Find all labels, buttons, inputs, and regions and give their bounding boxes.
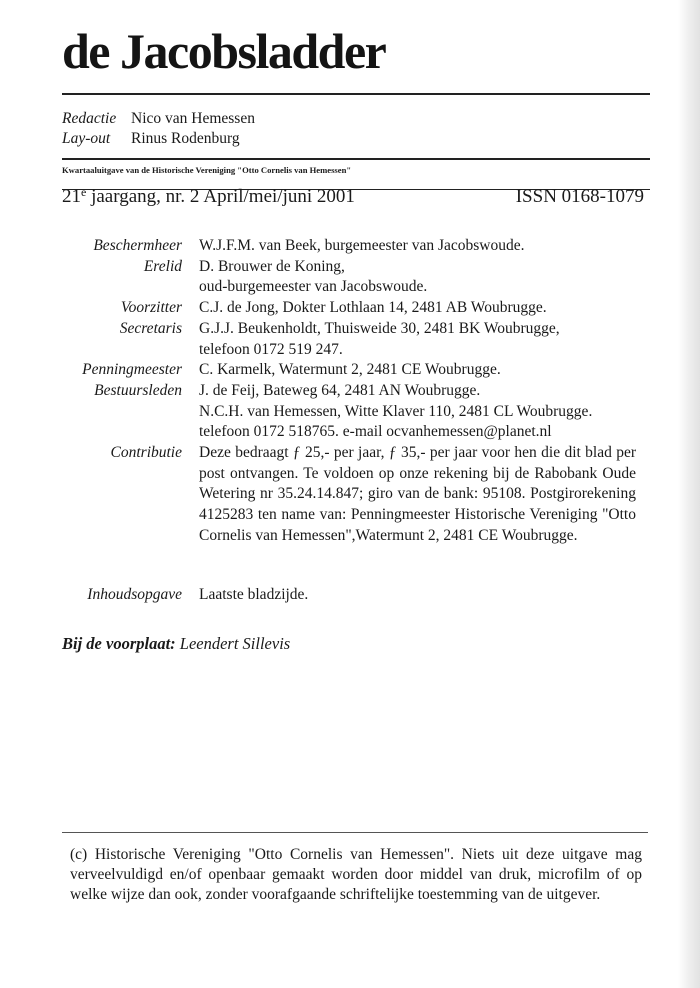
layout-label: Lay-out (62, 130, 111, 147)
board-entry-beschermheer (62, 236, 636, 257)
penningmeester-value: C. Karmelk, Watermunt 2, 2481 CE Woubrugge. (199, 361, 501, 379)
cover-artist: Leendert Sillevis (179, 634, 291, 653)
voorzitter-value: C.J. de Jong, Dokter Lothlaan 14, 2481 AB Woubrugge. (199, 299, 547, 317)
bestuursleden-line1: J. de Feij, Bateweg 64, 2481 AN Woubrugge. (199, 381, 481, 399)
issue-info (62, 186, 355, 208)
masthead-title: de Jacobsladder (62, 23, 386, 79)
editor-row (62, 109, 255, 129)
secretaris-line2: telefoon 0172 519 247. (199, 340, 343, 358)
bestuursleden-line3: telefoon 0172 518765. e-mail ocvanhemessen@planet.nl (199, 423, 552, 441)
board-entry-bestuursleden (62, 381, 636, 443)
contents-value: Laatste bladzijde. (199, 586, 309, 603)
volume-issue: jaargang, nr. 2 (86, 186, 200, 207)
cover-label: Bij de voorplaat: (62, 634, 176, 653)
voorzitter-label: Voorzitter (120, 299, 182, 317)
volume-number: 21 (62, 186, 81, 207)
contributie-label: Contributie (110, 444, 182, 462)
layout-row (62, 129, 255, 149)
beschermheer-value: W.J.F.M. van Beek, burgemeester van Jacobswoude. (199, 237, 525, 254)
issn: ISSN 0168-1079 (515, 186, 644, 207)
secretaris-label: Secretaris (119, 319, 182, 337)
editor-label: Redactie (62, 110, 117, 127)
editors-block (62, 109, 255, 149)
editor-name: Nico van Hemessen (131, 110, 255, 127)
board-list (62, 236, 636, 547)
board-entry-contributie (62, 443, 636, 547)
board-entry-penningmeester (62, 360, 636, 381)
bestuursleden-line2: N.C.H. van Hemessen, Witte Klaver 110, 2481 CL Woubrugge. (199, 402, 593, 420)
beschermheer-label: Beschermheer (93, 237, 182, 254)
contributie-text: Deze bedraagt ƒ 25,- per jaar, ƒ 35,- per jaar voor hen die dit blad per post ontvangen. Te voldoen op onze rekening bij de Rabobank Oude Wetering nr 35.24.14.847; giro van de bank: 95108. Postgirorekening 4125283 ten name van: Penningmeester Historische Vereniging "Otto Cornelis van Hemessen",Watermunt 2, 2481 CE Woubrugge. (199, 444, 636, 544)
page-edge-shadow (678, 0, 700, 988)
secretaris-line1: G.J.J. Beukenholdt, Thuisweide 30, 2481 BK Woubrugge, (199, 319, 560, 337)
copyright-rule (62, 832, 648, 833)
board-entry-voorzitter (62, 298, 636, 319)
publisher-line: Kwartaaluitgave van de Historische Vereniging "Otto Cornelis van Hemessen" (62, 165, 352, 175)
cover-credit (62, 634, 290, 654)
layout-name: Rinus Rodenburg (131, 130, 240, 147)
penningmeester-label: Penningmeester (82, 361, 182, 379)
copyright-notice: (c) Historische Vereniging "Otto Cornelis van Hemessen". Niets uit deze uitgave mag verveelvuldigd en/of openbaar gemaakt worden door middel van druk, microfilm of op welke wijze dan ook, zonder voorafgaande schriftelijke toestemming van de uitgever. (70, 846, 642, 903)
issue-period: April/mei/juni 2001 (203, 186, 355, 207)
erelid-label: Erelid (143, 257, 182, 275)
board-entry-erelid (62, 257, 636, 298)
erelid-line2: oud-burgemeester van Jacobswoude. (199, 278, 428, 296)
board-entry-secretaris (62, 319, 636, 360)
publisher-rule-top (62, 158, 650, 160)
masthead-rule (62, 93, 650, 95)
contents-label: Inhoudsopgave (87, 586, 182, 603)
volume-superscript: e (81, 185, 87, 199)
erelid-line1: D. Brouwer de Koning, (199, 257, 345, 275)
contents-entry (62, 586, 308, 604)
bestuursleden-label: Bestuursleden (94, 381, 182, 399)
